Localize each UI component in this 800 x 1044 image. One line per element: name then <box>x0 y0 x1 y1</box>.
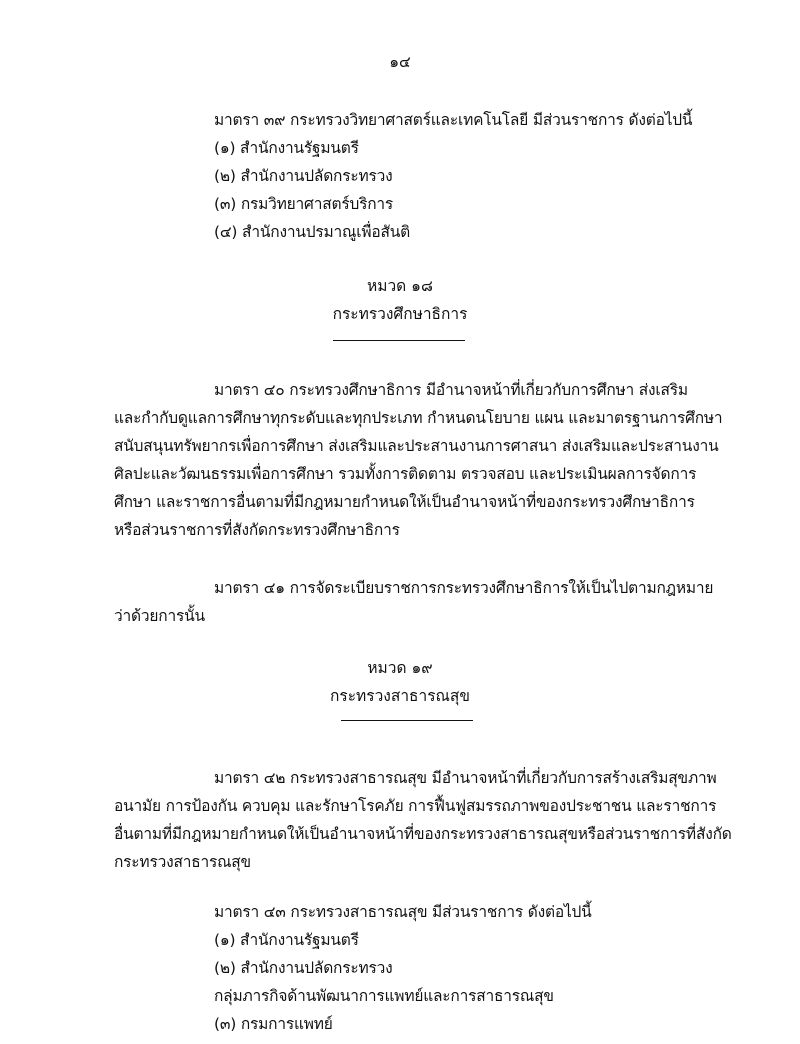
section-43-item: (๒) สำนักงานปลัดกระทรวง <box>214 959 393 977</box>
section-40-line: ศึกษา และราชการอื่นตามที่มีกฎหมายกำหนดให้เป็นอำนาจหน้าที่ของกระทรวงศึกษาธิการ <box>114 493 695 511</box>
section-42-line: อนามัย การป้องกัน ควบคุม และรักษาโรคภัย การฟื้นฟูสมรรถภาพของประชาชน และราชการ <box>114 797 717 815</box>
section-42-line: อื่นตามที่มีกฎหมายกำหนดให้เป็นอำนาจหน้าที่ของกระทรวงสาธารณสุขหรือส่วนราชการที่สังกัด <box>114 825 732 843</box>
chapter-18-divider <box>333 340 465 341</box>
section-43-item: (๑) สำนักงานรัฐมนตรี <box>214 931 359 949</box>
section-40-line: สนับสนุนทรัพยากรเพื่อการศึกษา ส่งเสริมและประสานงานการศาสนา ส่งเสริมและประสานงาน <box>114 437 719 455</box>
chapter-19-title: หมวด ๑๙ <box>367 659 433 677</box>
chapter-18-subtitle: กระทรวงศึกษาธิการ <box>332 305 468 323</box>
section-42-line: กระทรวงสาธารณสุข <box>114 853 251 871</box>
section-39-item: (๔) สำนักงานปรมาณูเพื่อสันติ <box>214 223 410 241</box>
chapter-19-divider <box>341 720 473 721</box>
section-43-heading: มาตรา ๔๓ กระทรวงสาธารณสุข มีส่วนราชการ ดังต่อไปนี้ <box>214 903 592 921</box>
section-39-heading: มาตรา ๓๙ กระทรวงวิทยาศาสตร์และเทคโนโลยี มีส่วนราชการ ดังต่อไปนี้ <box>214 111 693 129</box>
section-40-line: หรือส่วนราชการที่สังกัดกระทรวงศึกษาธิการ <box>114 521 400 539</box>
section-42-line: มาตรา ๔๒ กระทรวงสาธารณสุข มีอำนาจหน้าที่เกี่ยวกับการสร้างเสริมสุขภาพ <box>214 769 717 787</box>
chapter-19-subtitle: กระทรวงสาธารณสุข <box>330 687 470 705</box>
chapter-18-title: หมวด ๑๘ <box>367 277 433 295</box>
section-40-line: มาตรา ๔๐ กระทรวงศึกษาธิการ มีอำนาจหน้าที่เกี่ยวกับการศึกษา ส่งเสริม <box>214 381 688 399</box>
section-40-line: ศิลปะและวัฒนธรรมเพื่อการศึกษา รวมทั้งการติดตาม ตรวจสอบ และประเมินผลการจัดการ <box>114 465 697 483</box>
section-40-line: และกำกับดูแลการศึกษาทุกระดับและทุกประเภท กำหนดนโยบาย แผน และมาตรฐานการศึกษา <box>114 409 723 427</box>
section-43-item: (๓) กรมการแพทย์ <box>214 1015 333 1033</box>
page-number: ๑๔ <box>389 53 411 71</box>
section-41-line: ว่าด้วยการนั้น <box>114 607 205 625</box>
section-39-item: (๑) สำนักงานรัฐมนตรี <box>214 139 359 157</box>
section-43-group-heading: กลุ่มภารกิจด้านพัฒนาการแพทย์และการสาธารณสุข <box>214 987 554 1005</box>
section-39-item: (๓) กรมวิทยาศาสตร์บริการ <box>214 195 394 213</box>
section-39-item: (๒) สำนักงานปลัดกระทรวง <box>214 167 393 185</box>
section-41-line: มาตรา ๔๑ การจัดระเบียบราชการกระทรวงศึกษาธิการให้เป็นไปตามกฎหมาย <box>214 579 714 597</box>
